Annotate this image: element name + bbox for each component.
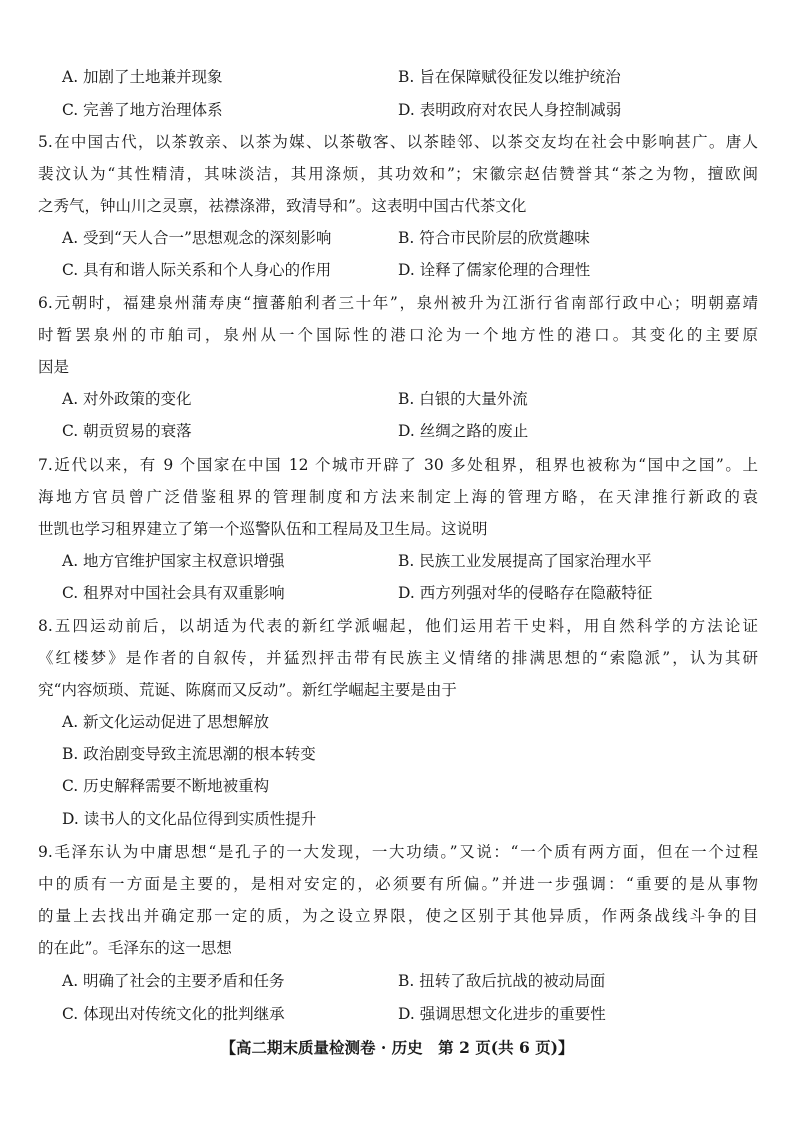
q9-option-d: D. 强调思想文化进步的重要性 <box>398 1005 606 1023</box>
q9-option-a: A. 明确了社会的主要矛盾和任务 <box>62 972 285 990</box>
q5-option-a: A. 受到“天人合一”思想观念的深刻影响 <box>62 229 332 247</box>
q4-option-a: A. 加剧了土地兼并现象 <box>62 68 223 86</box>
q6-option-c: C. 朝贡贸易的衰落 <box>62 422 192 440</box>
q9-stem-line: 9.毛泽东认为中庸思想“是孔子的一大发现，一大功绩。”又说：“一个质有两方面，但在一个过程 <box>38 843 758 861</box>
q5-stem-line: 之秀气，钟山川之灵禀，祛襟涤滞，致清导和”。这表明中国古代茶文化 <box>38 197 527 215</box>
q5-option-d: D. 诠释了儒家伦理的合理性 <box>398 261 591 279</box>
page-footer: 【高二期末质量检测卷 · 历史 第 2 页(共 6 页)】 <box>220 1038 574 1057</box>
q5-option-c: C. 具有和谐人际关系和个人身心的作用 <box>62 261 332 279</box>
q8-stem-line: 究“内容烦琐、荒诞、陈腐而又反动”。新红学崛起主要是由于 <box>38 681 457 699</box>
q7-option-c: C. 租界对中国社会具有双重影响 <box>62 584 285 602</box>
q6-option-d: D. 丝绸之路的废止 <box>398 422 529 440</box>
q4-option-d: D. 表明政府对农民人身控制减弱 <box>398 101 622 119</box>
q6-stem-line: 因是 <box>38 358 70 376</box>
q8-stem-line: 《红楼梦》是作者的自叙传，并猛烈抨击带有民族主义情绪的排满思想的“索隐派”，认为其研 <box>38 649 758 667</box>
q7-stem-line: 海地方官员曾广泛借鉴租界的管理制度和方法来制定上海的管理方略，在天津推行新政的袁 <box>38 488 758 506</box>
q9-stem-line: 中的质有一方面是主要的，是相对安定的，必须要有所偏。”并进一步强调：“重要的是从事物 <box>38 875 758 893</box>
q9-stem-line: 的量上去找出并确定那一定的质，为之设立界限，使之区别于其他异质，作两条战线斗争的目 <box>38 907 758 925</box>
q6-option-b: B. 白银的大量外流 <box>398 390 528 408</box>
q6-stem-line: 6.元朝时，福建泉州蒲寿庚“擅蕃舶利者三十年”，泉州被升为江浙行省南部行政中心；明朝嘉靖 <box>38 294 758 312</box>
q5-stem-line: 裴汶认为“其性精清，其味淡洁，其用涤烦，其功效和”；宋徽宗赵佶赞誉其“茶之为物，擅欧闽 <box>38 165 758 183</box>
q4-option-b: B. 旨在保障赋役征发以维护统治 <box>398 68 621 86</box>
q9-option-b: B. 扭转了敌后抗战的被动局面 <box>398 972 606 990</box>
q4-option-c: C. 完善了地方治理体系 <box>62 101 223 119</box>
q6-stem-line: 时暂罢泉州的市舶司，泉州从一个国际性的港口沦为一个地方性的港口。其变化的主要原 <box>38 326 758 344</box>
q7-option-a: A. 地方官维护国家主权意识增强 <box>62 552 285 570</box>
q8-stem-line: 8.五四运动前后，以胡适为代表的新红学派崛起，他们运用若干史料，用自然科学的方法论证 <box>38 617 758 635</box>
q9-option-c: C. 体现出对传统文化的批判继承 <box>62 1005 285 1023</box>
q5-stem-line: 5.在中国古代，以茶敦亲、以茶为媒、以茶敬客、以茶睦邻、以茶交友均在社会中影响甚广。唐人 <box>38 133 758 151</box>
q7-option-d: D. 西方列强对华的侵略存在隐蔽特征 <box>398 584 653 602</box>
q8-option-c: C. 历史解释需要不断地被重构 <box>62 777 270 795</box>
q8-option-d: D. 读书人的文化品位得到实质性提升 <box>62 810 317 828</box>
q7-stem-line: 世凯也学习租界建立了第一个巡警队伍和工程局及卫生局。这说明 <box>38 520 488 538</box>
q8-option-a: A. 新文化运动促进了思想解放 <box>62 713 270 731</box>
q7-stem-line: 7.近代以来，有 9 个国家在中国 12 个城市开辟了 30 多处租界，租界也被称为“国中之国”。上 <box>38 456 758 474</box>
q9-stem-line: 的在此”。毛泽东的这一思想 <box>38 939 232 957</box>
q6-option-a: A. 对外政策的变化 <box>62 390 192 408</box>
q7-option-b: B. 民族工业发展提高了国家治理水平 <box>398 552 652 570</box>
q8-option-b: B. 政治剧变导致主流思潮的根本转变 <box>62 745 316 763</box>
q5-option-b: B. 符合市民阶层的欣赏趣味 <box>398 229 590 247</box>
